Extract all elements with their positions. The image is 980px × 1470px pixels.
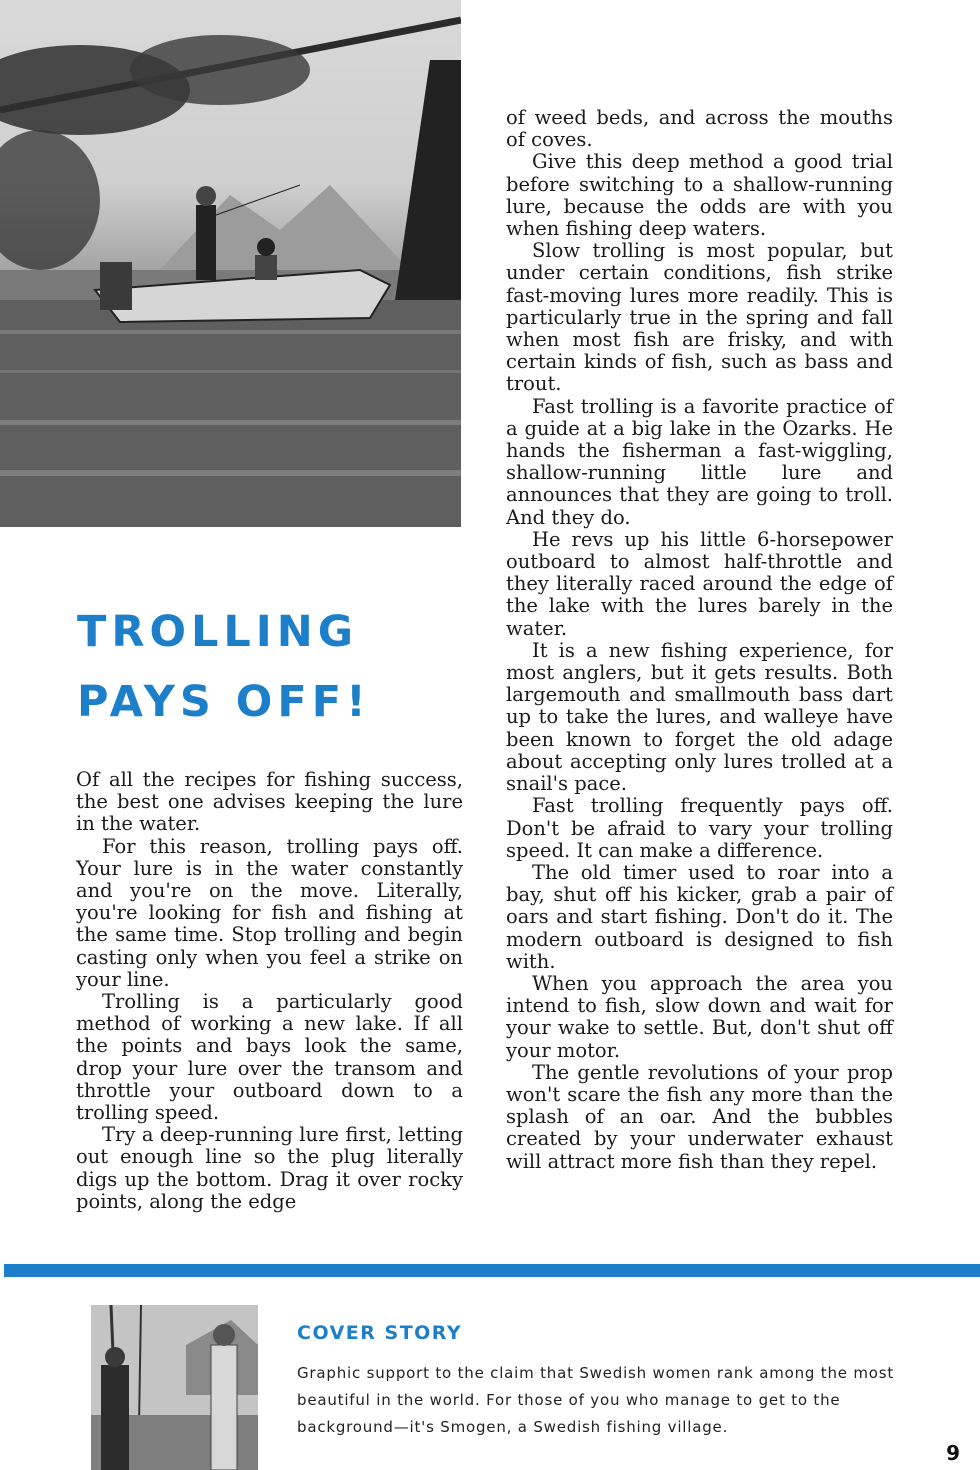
paragraph: The gentle revolutions of your prop won't scare the fish any more than the splash of an oar. And the bubbles created by your underwater exhaust will attract more fish than they repel. xyxy=(506,1060,893,1173)
paragraph: It is a new fishing experience, for most anglers, but it gets results. Both largemouth and smallmouth bass dart up to take the lures, and walleye have been known to forget the old adage about accepting only lures trolled at a snail's pace. xyxy=(506,638,893,796)
paragraph: Try a deep-running lure first, letting out enough line so the plug literally digs up the bottom. Drag it over rocky points, along the edge xyxy=(76,1123,463,1213)
paragraph: Fast trolling frequently pays off. Don't be afraid to vary your trolling speed. It can make a difference. xyxy=(506,794,893,862)
paragraph: When you approach the area you intend to fish, slow down and wait for your wake to settle. But, don't shut off your motor. xyxy=(506,971,893,1062)
cover-story-caption: Graphic support to the claim that Swedish women rank among the most beautiful in the world. For those of you who manage to get to the background—it's Smogen, a Swedish fishing village. xyxy=(297,1364,895,1436)
headline-line-2: PAYS OFF! xyxy=(77,677,371,727)
blue-divider xyxy=(4,1264,980,1277)
page-number: 9 xyxy=(946,1441,960,1465)
lake-boat-illustration xyxy=(0,0,461,527)
lake-boat-photo xyxy=(0,0,461,527)
paragraph: Of all the recipes for fishing success, the best one advises keeping the lure in the water. xyxy=(76,768,463,836)
paragraph: He revs up his little 6-horsepower outboard to almost half-throttle and they literally raced around the edge of the lake with the lures barely in the water. xyxy=(506,527,893,640)
article-right-column xyxy=(506,107,893,1173)
cover-photo-illustration xyxy=(91,1305,258,1470)
paragraph: Trolling is a particularly good method of working a new lake. If all the points and bays look the same, drop your lure over the transom and throttle your outboard down to a trolling speed. xyxy=(76,990,463,1125)
paragraph: Fast trolling is a favorite practice of a guide at a big lake in the Ozarks. He hands the fisherman a fast-wiggling, shallow-running little lure and announces that they are going to troll. And they do. xyxy=(506,394,893,529)
paragraph: For this reason, trolling pays off. Your lure is in the water constantly and you're on the move. Literally, you're looking for fish and fishing at the same time. Stop trolling and begin casting only when you feel a strike on your line. xyxy=(76,834,463,991)
paragraph: The old timer used to roar into a bay, shut off his kicker, grab a pair of oars and start fishing. Don't do it. The modern outboard is designed to fish with. xyxy=(506,860,893,973)
cover-story-photo xyxy=(91,1305,258,1470)
paragraph: of weed beds, and across the mouths of coves. xyxy=(506,106,893,152)
paragraph: Give this deep method a good trial before switching to a shallow-running lure, because the odds are with you when fishing deep waters. xyxy=(506,150,893,241)
article-left-column xyxy=(76,769,463,1213)
article-headline xyxy=(77,597,371,737)
cover-story-title: COVER STORY xyxy=(297,1322,463,1344)
headline-line-1: TROLLING xyxy=(77,607,359,657)
paragraph: Slow trolling is most popular, but under certain conditions, fish strike fast-moving lures more readily. This is particularly true in the spring and fall when most fish are frisky, and with certain kinds of fish, such as bass and trout. xyxy=(506,239,893,396)
